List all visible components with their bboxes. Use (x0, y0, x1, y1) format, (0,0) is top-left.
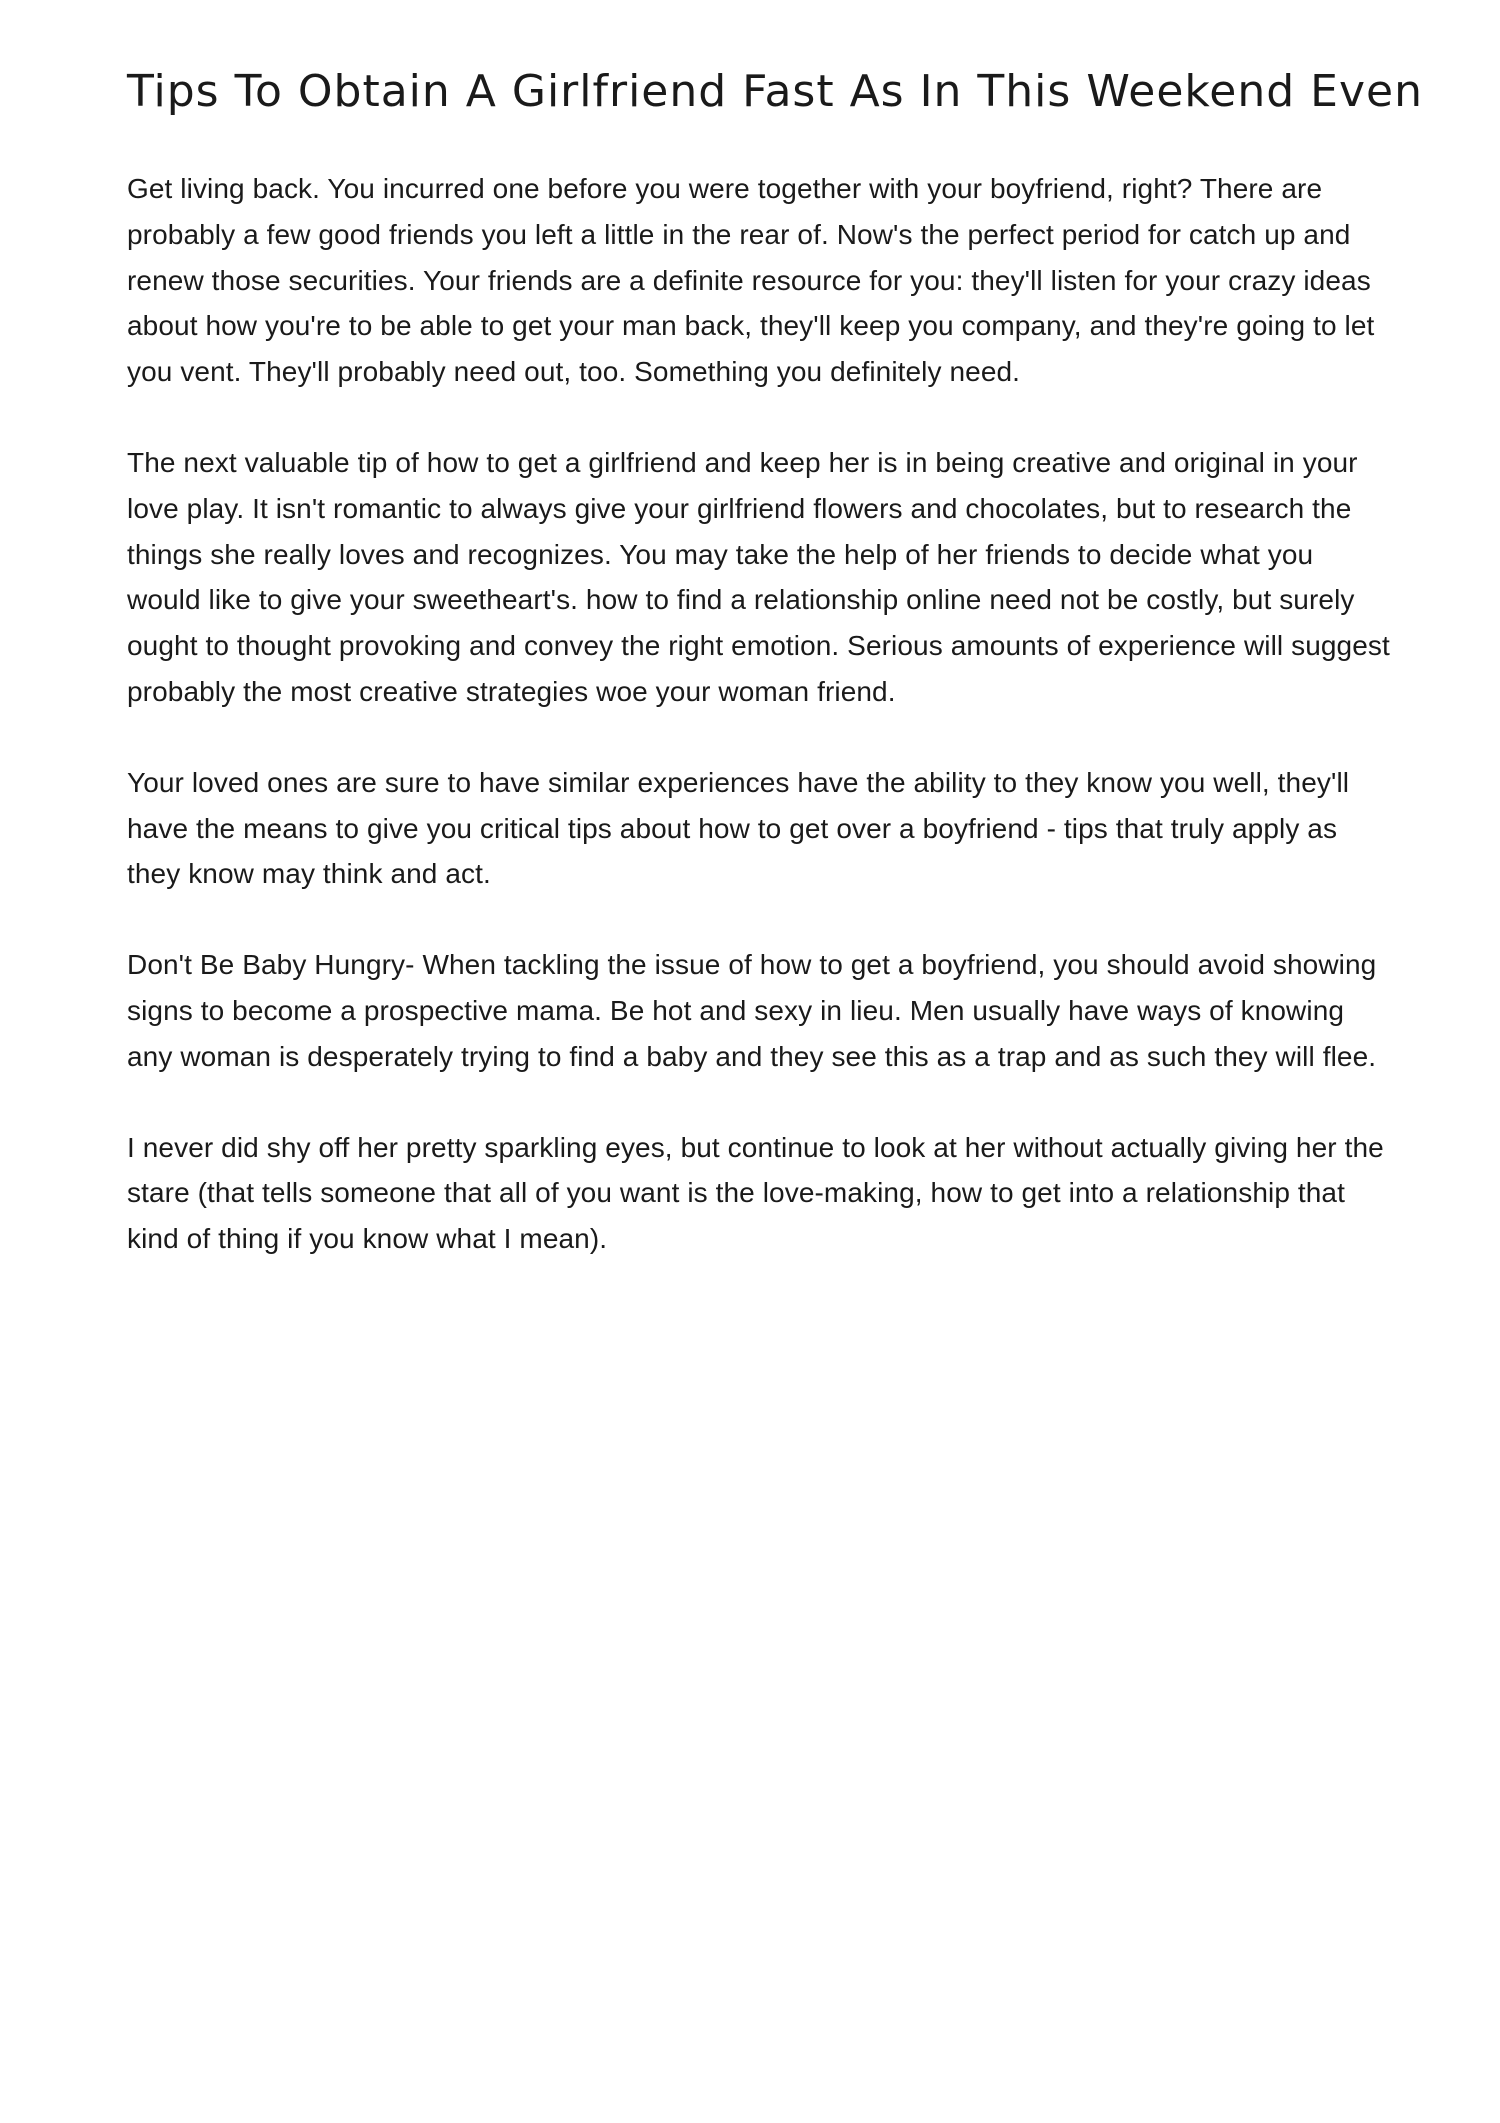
paragraph: I never did shy off her pretty sparkling eyes, but continue to look at her without actually giving her the stare (that tells someone that all of you want is the love-making, how to get into a relationship that kind of thing if you know what I mean). (127, 1131, 1384, 1255)
paragraph: Your loved ones are sure to have similar experiences have the ability to they know you well, they'll have the means to give you critical tips about how to get over a boyfriend - tips that truly apply as they know may think and act. (127, 766, 1350, 890)
paragraph: Don't Be Baby Hungry- When tackling the issue of how to get a boyfriend, you should avoid showing signs to become a prospective mama. Be hot and sexy in lieu. Men usually have ways of knowing any woman is desperately trying to find a baby and they see this as a trap and as such they will flee. (127, 949, 1377, 1072)
document-body (127, 166, 1392, 1307)
paragraph: The next valuable tip of how to get a girlfriend and keep her is in being creative and original in your love play. It isn't romantic to always give your girlfriend flowers and chocolates, but to research the things she really loves and recognizes. You may take the help of her friends to decide what you would like to give your sweetheart's. how to find a relationship online need not be costly, but surely ought to thought provoking and convey the right emotion. Serious amounts of experience will suggest probably the most creative strategies woe your woman friend. (127, 446, 1390, 707)
document-title: Tips To Obtain A Girlfriend Fast As In This Weekend Even (127, 66, 1423, 117)
paragraph: Get living back. You incurred one before you were together with your boyfriend, right? There are probably a few good friends you left a little in the rear of. Now's the perfect period for catch up and renew those securities. Your friends are a definite resource for you: they'll listen for your crazy ideas about how you're to be able to get your man back, they'll keep you company, and they're going to let you vent. They'll probably need out, too. Something you definitely need. (127, 173, 1375, 388)
